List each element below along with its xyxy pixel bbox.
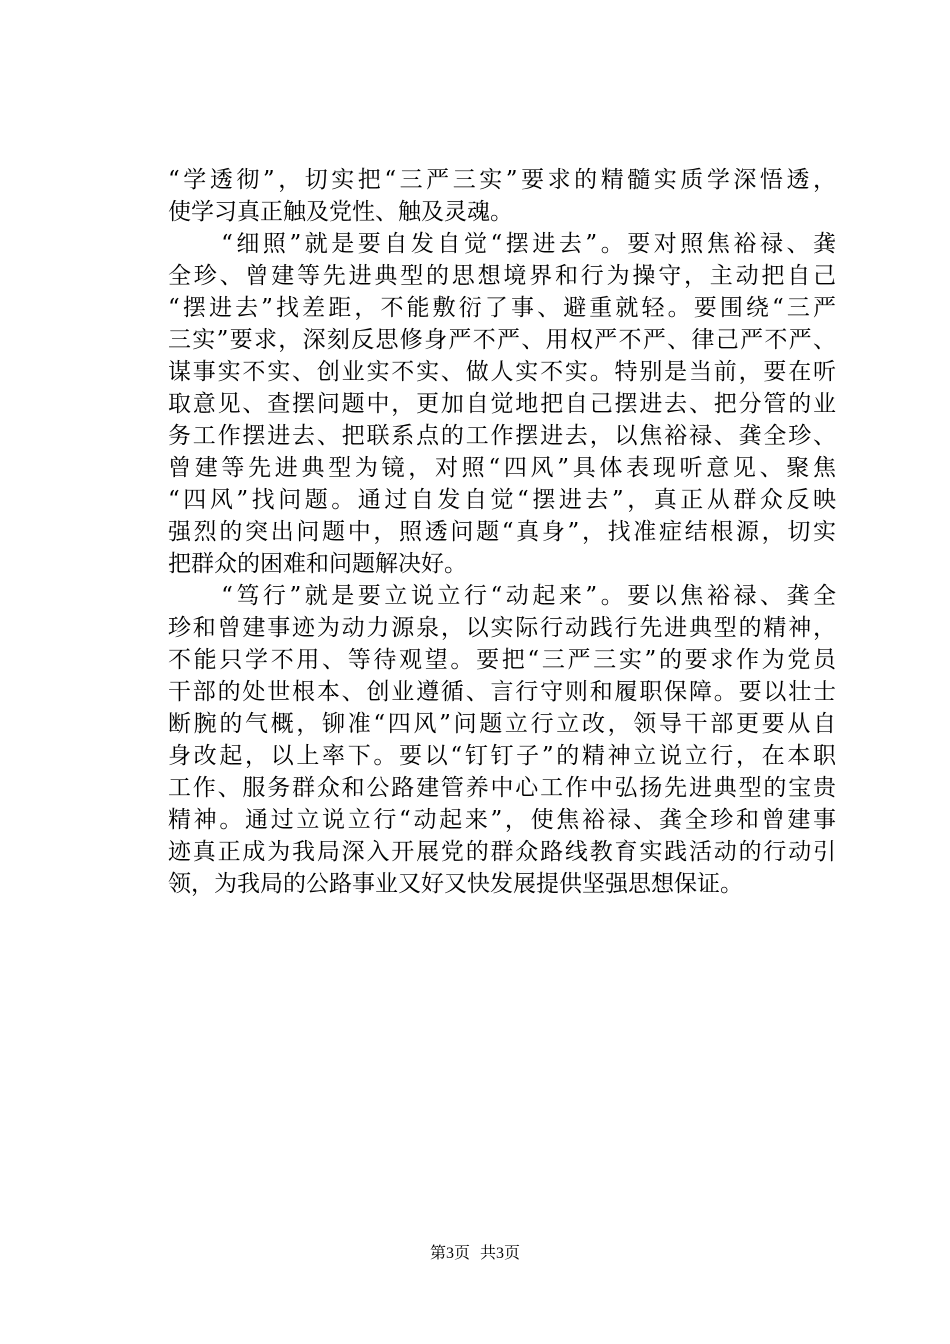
paragraph-line: “细照”就是要自发自觉“摆进去”。要对照焦裕禄、龚 bbox=[168, 231, 836, 257]
paragraph-line: 曾建等先进典型为镜，对照“四风”具体表现听意见、聚焦 bbox=[168, 455, 836, 481]
page-number-total: 共3页 bbox=[480, 1245, 521, 1262]
paragraph-line: 珍和曾建事迹为动力源泉，以实际行动践行先进典型的精神， bbox=[168, 615, 836, 641]
document-body bbox=[168, 164, 836, 900]
paragraph-line: 三实”要求，深刻反思修身严不严、用权严不严、律己严不严、 bbox=[168, 327, 836, 353]
paragraph-line: 使学习真正触及党性、触及灵魂。 bbox=[168, 199, 513, 225]
paragraph-line: 身改起，以上率下。要以“钉钉子”的精神立说立行，在本职 bbox=[168, 743, 836, 769]
paragraph-line: “学透彻”，切实把“三严三实”要求的精髓实质学深悟透， bbox=[168, 167, 836, 193]
paragraph-line: 不能只学不用、等待观望。要把“三严三实”的要求作为党员 bbox=[168, 647, 836, 673]
paragraph-line: “笃行”就是要立说立行“动起来”。要以焦裕禄、龚全 bbox=[168, 583, 836, 609]
page-footer bbox=[0, 1244, 950, 1264]
paragraph-line: 精神。通过立说立行“动起来”，使焦裕禄、龚全珍和曾建事 bbox=[168, 807, 836, 833]
paragraph-line: 强烈的突出问题中，照透问题“真身”，找准症结根源，切实 bbox=[168, 519, 836, 545]
paragraph-line: 干部的处世根本、创业遵循、言行守则和履职保障。要以壮士 bbox=[168, 679, 836, 705]
paragraph-line: 取意见、查摆问题中，更加自觉地把自己摆进去、把分管的业 bbox=[168, 391, 836, 417]
paragraph-line: 谋事实不实、创业实不实、做人实不实。特别是当前，要在听 bbox=[168, 359, 836, 385]
paragraph-line: 领，为我局的公路事业又好又快发展提供坚强思想保证。 bbox=[168, 871, 743, 897]
paragraph-line: “摆进去”找差距，不能敷衍了事、避重就轻。要围绕“三严 bbox=[168, 295, 836, 321]
paragraph-line: 工作、服务群众和公路建管养中心工作中弘扬先进典型的宝贵 bbox=[168, 775, 836, 801]
page-number-current: 第3页 bbox=[429, 1245, 470, 1262]
paragraph-line: 务工作摆进去、把联系点的工作摆进去，以焦裕禄、龚全珍、 bbox=[168, 423, 836, 449]
paragraph-line: 全珍、曾建等先进典型的思想境界和行为操守，主动把自己 bbox=[168, 263, 836, 289]
paragraph-line: 迹真正成为我局深入开展党的群众路线教育实践活动的行动引 bbox=[168, 839, 836, 865]
paragraph-line: “四风”找问题。通过自发自觉“摆进去”，真正从群众反映 bbox=[168, 487, 836, 513]
paragraph-line: 把群众的困难和问题解决好。 bbox=[168, 551, 467, 577]
paragraph-line: 断腕的气概，铆准“四风”问题立行立改，领导干部更要从自 bbox=[168, 711, 836, 737]
